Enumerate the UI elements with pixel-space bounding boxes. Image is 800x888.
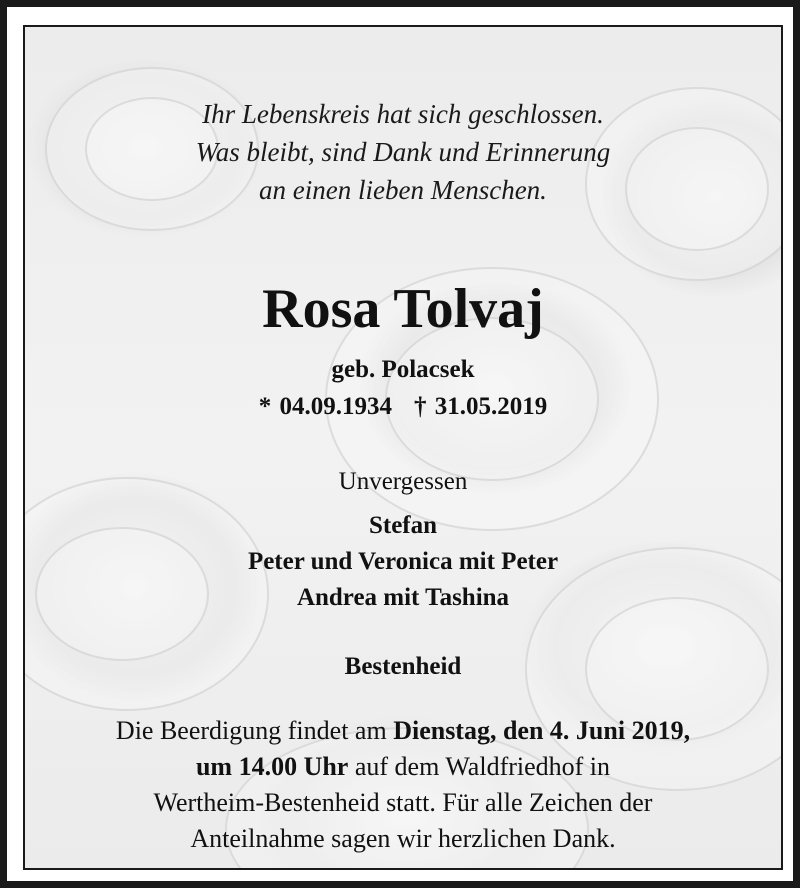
birth-date: * 04.09.1934 [258,393,392,420]
funeral-line [45,713,761,749]
mourner-name: Andrea mit Tashina [296,584,510,611]
memorial-quote [25,95,781,209]
quote-line: an einen lieben Menschen. [259,175,547,205]
mourner-name: Stefan [368,512,438,539]
funeral-text: Die Beerdigung findet am [115,716,394,745]
quote-line: Ihr Lebenskreis hat sich geschlossen. [202,99,604,129]
funeral-line: Wertheim-Bestenheid statt. Für alle Zeichen der [153,788,653,817]
deceased-name: Rosa Tolvaj [262,278,544,340]
funeral-line [45,749,761,785]
notice-content [25,27,781,868]
mourners-intro: Unvergessen [338,468,468,495]
birth-name: geb. Polacsek [331,356,475,383]
funeral-date: Dienstag, den 4. Juni 2019, [393,716,691,745]
funeral-time: um 14.00 Uhr [195,752,349,781]
death-date: † 31.05.2019 [414,393,548,420]
funeral-text: auf dem Waldfriedhof in [348,752,611,781]
mourners-place: Bestenheid [344,653,462,680]
funeral-announcement [45,713,761,857]
life-dates [25,392,781,422]
mourner-name: Peter und Veronica mit Peter [247,548,559,575]
mourners-list [25,508,781,616]
quote-line: Was bleibt, sind Dank und Erinnerung [195,137,611,167]
notice-inner-panel [23,25,783,870]
funeral-line: Anteilnahme sagen wir herzlichen Dank. [190,824,616,853]
